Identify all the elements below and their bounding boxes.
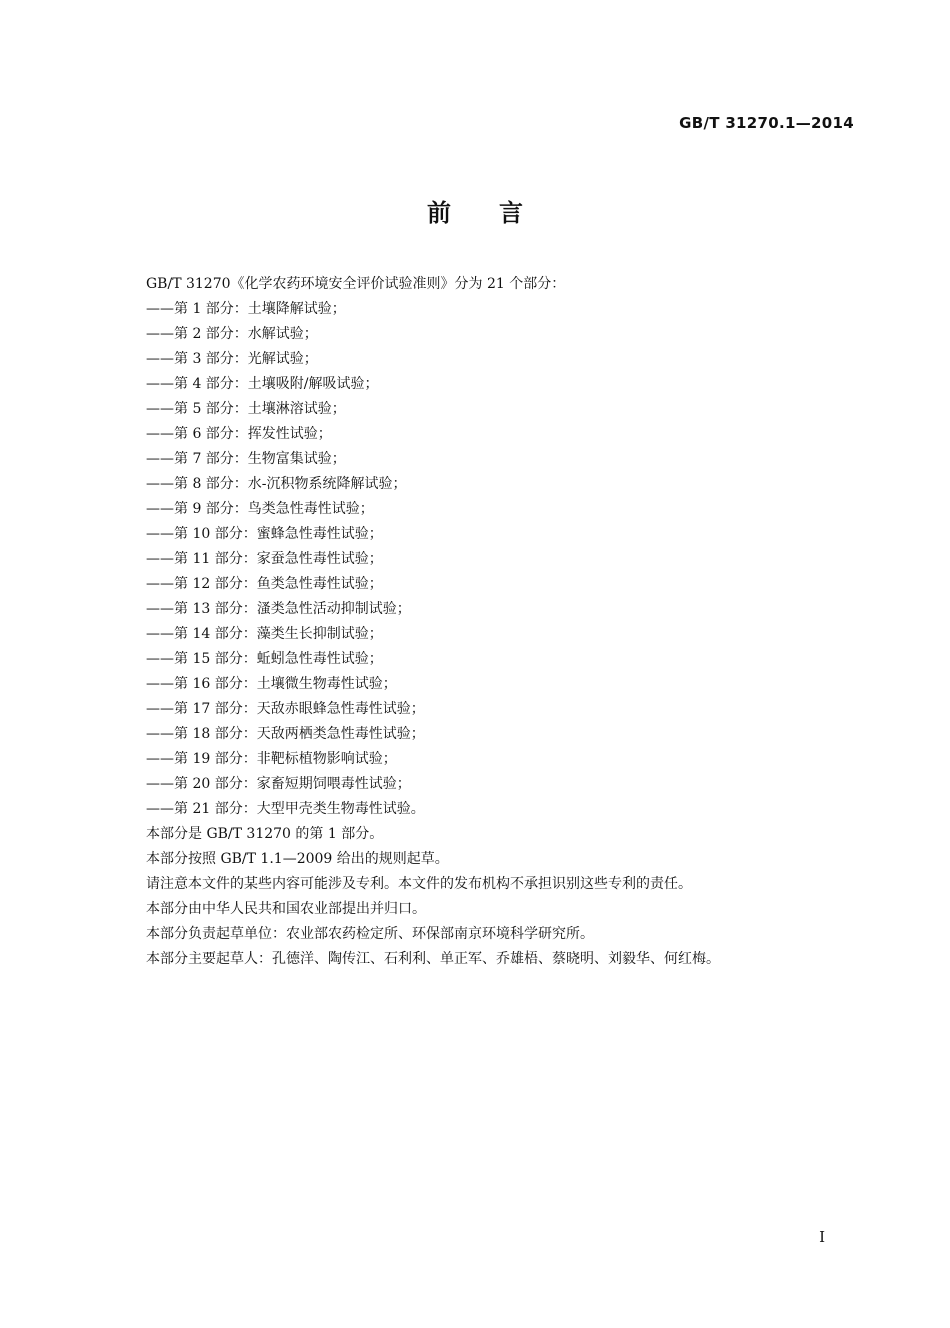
title-char-2: 言 bbox=[499, 199, 523, 227]
title-char-1: 前 bbox=[427, 199, 451, 227]
page-title bbox=[0, 193, 950, 228]
list-item: ——第 3 部分：光解试验； bbox=[146, 351, 318, 367]
statement-drafters: 本部分主要起草人：孔德洋、陶传江、石利利、单正军、乔雄梧、蔡晓明、刘毅华、何红梅。 bbox=[146, 951, 720, 967]
intro-paragraph: GB/T 31270《化学农药环境安全评价试验准则》分为 21 个部分： bbox=[146, 276, 566, 292]
list-item: ——第 9 部分：鸟类急性毒性试验； bbox=[146, 501, 374, 517]
list-item: ——第 20 部分：家畜短期饲喂毒性试验； bbox=[146, 776, 411, 792]
page-number: I bbox=[819, 1228, 825, 1246]
list-item: ——第 16 部分：土壤微生物毒性试验； bbox=[146, 676, 397, 692]
list-item: ——第 17 部分：天敌赤眼蜂急性毒性试验； bbox=[146, 701, 425, 717]
statement-patent-notice: 请注意本文件的某些内容可能涉及专利。本文件的发布机构不承担识别这些专利的责任。 bbox=[146, 876, 692, 892]
list-item: ——第 12 部分：鱼类急性毒性试验； bbox=[146, 576, 383, 592]
statement-proposer: 本部分由中华人民共和国农业部提出并归口。 bbox=[146, 901, 426, 917]
statement-drafting-units: 本部分负责起草单位：农业部农药检定所、环保部南京环境科学研究所。 bbox=[146, 926, 594, 942]
list-item: ——第 15 部分：蚯蚓急性毒性试验； bbox=[146, 651, 383, 667]
foreword-body bbox=[146, 272, 846, 972]
list-item: ——第 5 部分：土壤淋溶试验； bbox=[146, 401, 346, 417]
list-item: ——第 8 部分：水-沉积物系统降解试验； bbox=[146, 476, 407, 492]
statements bbox=[146, 822, 846, 972]
list-item: ——第 6 部分：挥发性试验； bbox=[146, 426, 332, 442]
list-item: ——第 21 部分：大型甲壳类生物毒性试验。 bbox=[146, 801, 425, 817]
list-item: ——第 18 部分：天敌两栖类急性毒性试验； bbox=[146, 726, 425, 742]
statement-drafting-rules: 本部分按照 GB/T 1.1—2009 给出的规则起草。 bbox=[146, 851, 449, 867]
list-item: ——第 10 部分：蜜蜂急性毒性试验； bbox=[146, 526, 383, 542]
list-item: ——第 4 部分：土壤吸附/解吸试验； bbox=[146, 376, 379, 392]
list-item: ——第 14 部分：藻类生长抑制试验； bbox=[146, 626, 383, 642]
list-item: ——第 2 部分：水解试验； bbox=[146, 326, 318, 342]
statement-part-number: 本部分是 GB/T 31270 的第 1 部分。 bbox=[146, 826, 384, 842]
list-item: ——第 11 部分：家蚕急性毒性试验； bbox=[146, 551, 383, 567]
list-item: ——第 1 部分：土壤降解试验； bbox=[146, 301, 346, 317]
standard-number: GB/T 31270.1—2014 bbox=[679, 114, 854, 132]
list-item: ——第 19 部分：非靶标植物影响试验； bbox=[146, 751, 397, 767]
list-item: ——第 7 部分：生物富集试验； bbox=[146, 451, 346, 467]
list-item: ——第 13 部分：溞类急性活动抑制试验； bbox=[146, 601, 411, 617]
parts-list bbox=[146, 297, 846, 822]
